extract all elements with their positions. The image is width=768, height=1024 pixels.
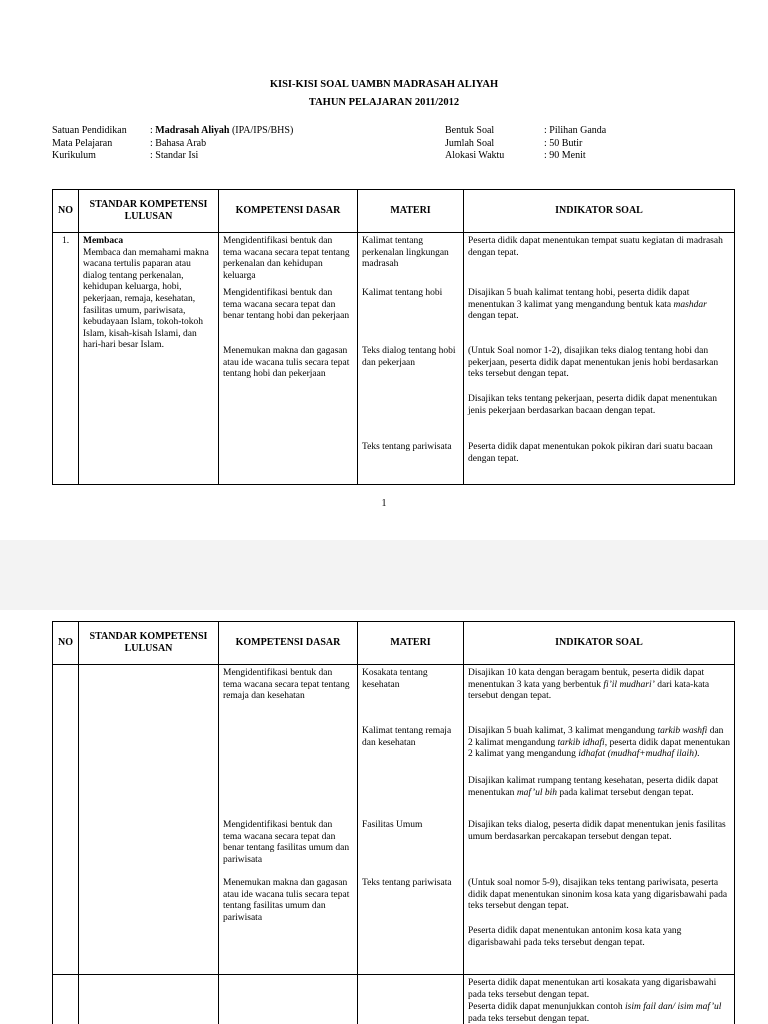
indikator-cell bbox=[464, 975, 735, 1024]
indikator-item: Peserta didik dapat menentukan tempat suatu kegiatan di madrasah dengan tepat. bbox=[468, 236, 723, 258]
indikator-item: Disajikan teks tentang pekerjaan, peserta didik dapat menentukan jenis pekerjaan berdasarkan bacaan dengan tepat. bbox=[468, 394, 718, 416]
kd-cell bbox=[219, 975, 358, 1024]
header-materi: MATERI bbox=[358, 622, 464, 665]
info-right bbox=[445, 125, 606, 163]
materi-item: Kosakata tentang kesehatan bbox=[362, 668, 428, 690]
header-skl: STANDAR KOMPETENSI LULUSAN bbox=[79, 622, 219, 665]
table-row bbox=[53, 233, 735, 485]
skl-text: Membaca dan memahami makna wacana tertulis paparan atau dialog tentang perkenalan, kehidupan keluarga, hobi, pekerjaan, remaja, kesehatan, fasilitas umum, pariwisata, kebudayaan Islam, tokoh-tokoh Islam, kisah-kisah Islami, dan hari-hari besar Islam. bbox=[83, 247, 209, 351]
materi-cell bbox=[358, 665, 464, 975]
kd-item: Menemukan makna dan gagasan atau ide wacana tulis secara tepat tentang hobi dan pekerjaan bbox=[223, 346, 350, 380]
table-row bbox=[53, 975, 735, 1024]
page-number: 1 bbox=[381, 498, 387, 509]
kd-cell bbox=[219, 665, 358, 975]
indikator-item: Disajikan teks dialog, peserta didik dapat menentukan jenis fasilitas umum berdasarkan percakapan tersebut dengan tepat. bbox=[468, 820, 726, 842]
table-header-row bbox=[53, 190, 735, 233]
indikator-item: Peserta didik dapat menentukan arti kosakata yang digarisbawahi pada teks tersebut dengan tepat. bbox=[468, 978, 717, 1000]
kd-item: Menemukan makna dan gagasan atau ide wacana tulis secara tepat tentang fasilitas umum dan pariwisata bbox=[223, 878, 350, 923]
document-title: KISI-KISI SOAL UAMBN MADRASAH ALIYAH bbox=[269, 79, 499, 90]
table-header-row bbox=[53, 622, 735, 665]
materi-item: Kalimat tentang perkenalan lingkungan madrasah bbox=[362, 236, 449, 270]
row-no bbox=[53, 665, 79, 975]
indikator-item: Disajikan kalimat rumpang tentang kesehatan, peserta didik dapat menentukan maf’ul bih pada kalimat tersebut dengan tepat. bbox=[468, 776, 719, 798]
skl-cell bbox=[79, 665, 219, 975]
kd-item: Mengidentifikasi bentuk dan tema wacana secara tepat tentang perkenalan dan kehidupan keluarga bbox=[223, 236, 350, 281]
indikator-cell bbox=[464, 233, 735, 485]
header-kd: KOMPETENSI DASAR bbox=[219, 622, 358, 665]
materi-item: Fasilitas Umum bbox=[362, 820, 423, 830]
kd-cell bbox=[219, 233, 358, 485]
header-no: NO bbox=[53, 622, 79, 665]
indikator-item: Disajikan 5 buah kalimat, 3 kalimat mengandung tarkib washfi dan 2 kalimat mengandung tarkib idhafi, peserta didik dapat menentukan 2 kalimat yang mengandung idhafat (mudhaf+mudhaf ilaih). bbox=[468, 726, 731, 760]
skl-title: Membaca bbox=[83, 236, 124, 246]
indikator-cell bbox=[464, 665, 735, 975]
indikator-item: Disajikan 5 buah kalimat tentang hobi, peserta didik dapat menentukan 3 kalimat yang mengandung bentuk kata mashdar dengan tepat. bbox=[468, 288, 707, 322]
row-no: 1. bbox=[53, 233, 79, 485]
header-skl: STANDAR KOMPETENSI LULUSAN bbox=[79, 190, 219, 233]
materi-item: Kalimat tentang remaja dan kesehatan bbox=[362, 726, 452, 748]
indikator-item: Peserta didik dapat menentukan pokok pikiran dari suatu bacaan dengan tepat. bbox=[468, 442, 713, 464]
info-row-satuan: Satuan Pendidikan : Madrasah Aliyah (IPA/IPS/BHS) bbox=[52, 125, 294, 136]
kisi-table-page-1 bbox=[52, 189, 735, 485]
info-left bbox=[52, 125, 293, 163]
kd-item: Mengidentifikasi bentuk dan tema wacana secara tepat dan benar tentang hobi dan pekerjaan bbox=[223, 288, 350, 322]
kd-item: Mengidentifikasi bentuk dan tema wacana secara tepat dan benar tentang fasilitas umum dan pariwisata bbox=[223, 820, 350, 865]
header-materi: MATERI bbox=[358, 190, 464, 233]
indikator-item: Peserta didik dapat menunjukkan contoh isim fail dan/ isim maf’ul pada teks tersebut dengan tepat. bbox=[468, 1002, 722, 1024]
indikator-item: Disajikan 10 kata dengan beragam bentuk, peserta didik dapat menentukan 3 kata yang berbentuk fi’il mudhari’ dari kata-kata tersebut dengan tepat. bbox=[468, 668, 710, 702]
document-page-2 bbox=[0, 610, 768, 1024]
materi-item: Teks tentang pariwisata bbox=[362, 878, 452, 888]
indikator-item: (Untuk soal nomor 5-9), disajikan teks tentang pariwisata, peserta didik dapat menentukan sinonim kosa kata yang digarisbawahi pada teks tersebut dengan tepat. bbox=[468, 878, 728, 912]
row-no bbox=[53, 975, 79, 1024]
skl-cell bbox=[79, 233, 219, 485]
kisi-table-page-2 bbox=[52, 621, 735, 1024]
header-no: NO bbox=[53, 190, 79, 233]
info-row-bentuk: Bentuk Soal : Pilihan Ganda bbox=[445, 125, 607, 136]
info-row-mapel: Mata Pelajaran : Bahasa Arab bbox=[52, 137, 207, 149]
skl-cell bbox=[79, 975, 219, 1024]
info-row-jumlah: Jumlah Soal : 50 Butir bbox=[445, 137, 583, 149]
materi-cell bbox=[358, 233, 464, 485]
materi-item: Kalimat tentang hobi bbox=[362, 288, 443, 298]
materi-cell bbox=[358, 975, 464, 1024]
materi-item: Teks tentang pariwisata bbox=[362, 442, 452, 452]
indikator-item: Peserta didik dapat menentukan antonim kosa kata yang digarisbawahi pada teks tersebut dengan tepat. bbox=[468, 926, 682, 948]
table-row bbox=[53, 665, 735, 975]
header-indikator: INDIKATOR SOAL bbox=[464, 622, 735, 665]
materi-item: Teks dialog tentang hobi dan pekerjaan bbox=[362, 346, 456, 368]
page-gap bbox=[0, 540, 768, 610]
header-indikator: INDIKATOR SOAL bbox=[464, 190, 735, 233]
info-row-alokasi: Alokasi Waktu : 90 Menit bbox=[445, 150, 586, 161]
header-kd: KOMPETENSI DASAR bbox=[219, 190, 358, 233]
kd-item: Mengidentifikasi bentuk dan tema wacana secara tepat tentang remaja dan kesehatan bbox=[223, 668, 350, 702]
indikator-item: (Untuk Soal nomor 1-2), disajikan teks dialog tentang hobi dan pekerjaan, peserta didik dapat menentukan jenis hobi berdasarkan teks tersebut dengan tepat. bbox=[468, 346, 719, 380]
document-subtitle: TAHUN PELAJARAN 2011/2012 bbox=[308, 97, 460, 108]
info-row-kurikulum: Kurikulum : Standar Isi bbox=[52, 150, 199, 161]
